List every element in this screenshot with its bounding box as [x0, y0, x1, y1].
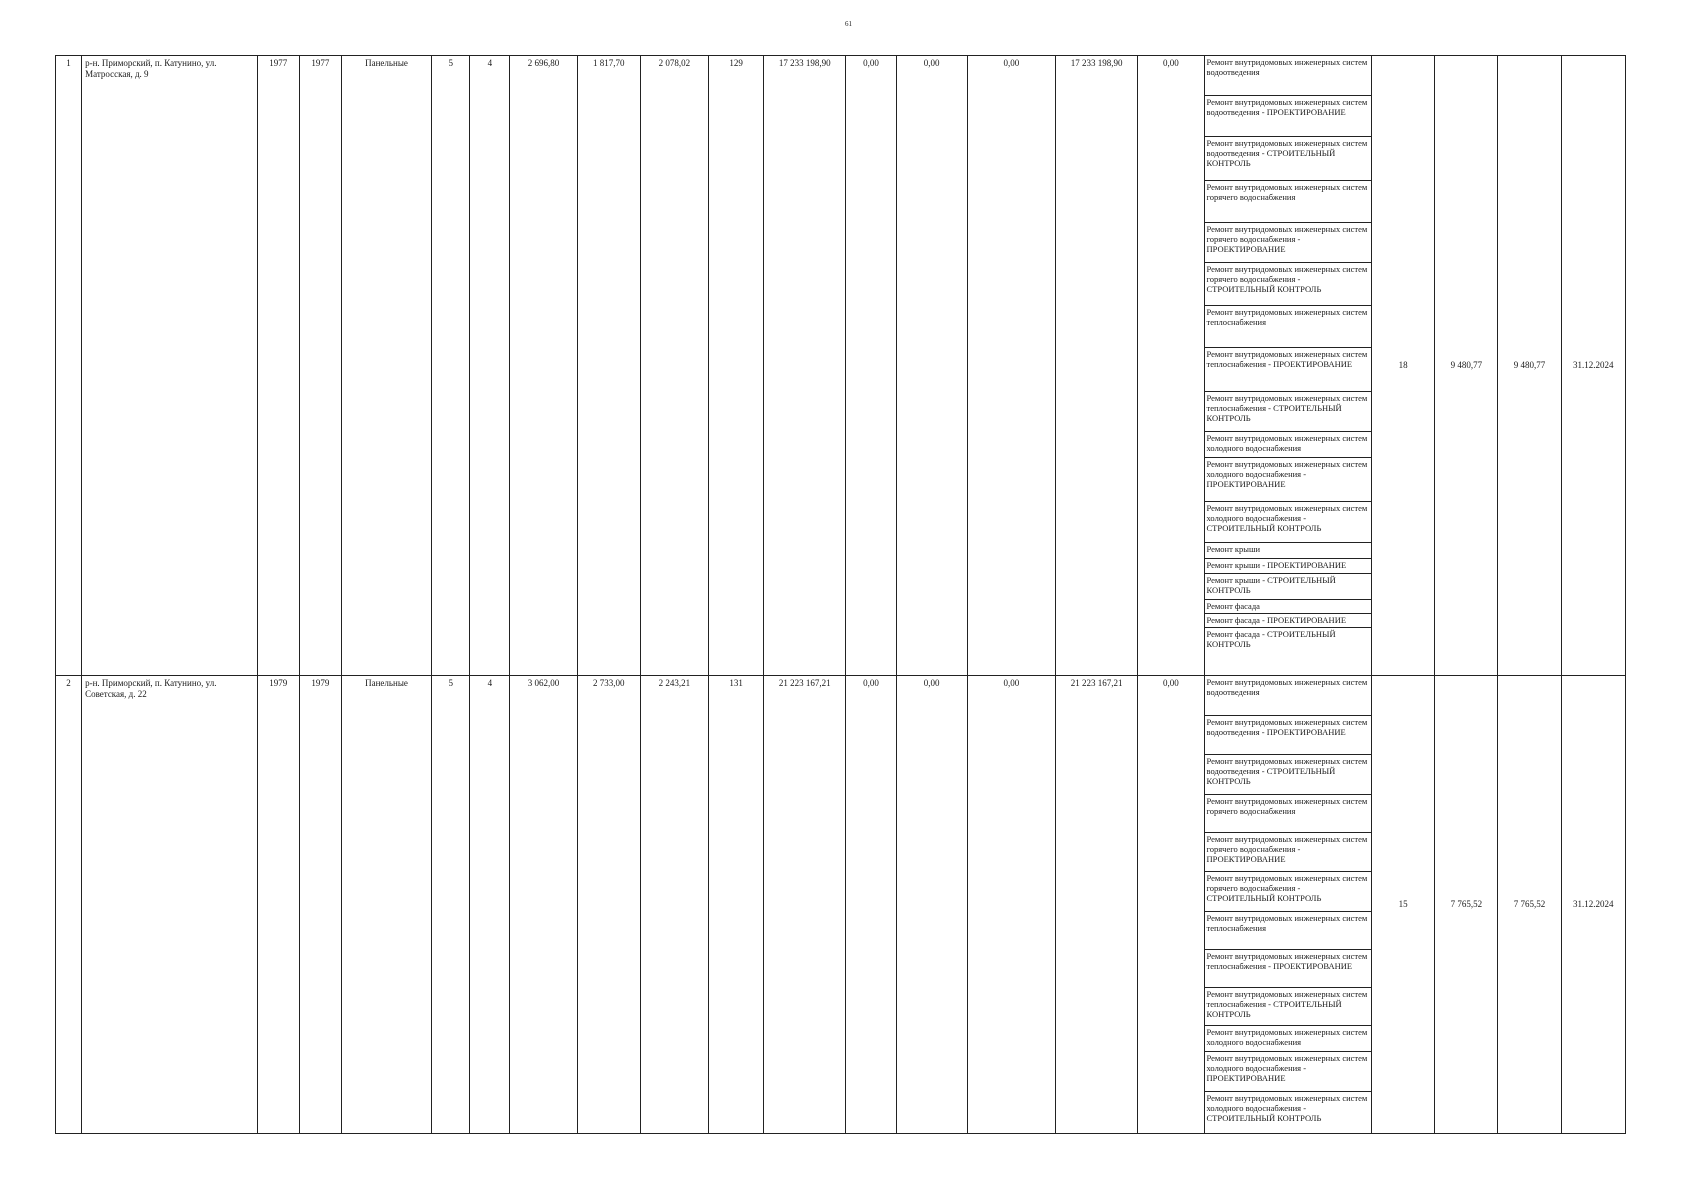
table-row — [56, 676, 1626, 1134]
work-item: Ремонт внутридомовых инженерных систем горячего водоснабжения — [1205, 181, 1372, 223]
floors-cell: 5 — [432, 676, 470, 1134]
work-item: Ремонт внутридомовых инженерных систем горячего водоснабжения — [1205, 795, 1372, 833]
cost-reg-cell: 0,00 — [896, 56, 967, 676]
work-item: Ремонт крыши - ПРОЕКТИРОВАНИЕ — [1205, 559, 1372, 574]
wall-material-cell: Панельные — [341, 56, 431, 676]
work-item: Ремонт внутридомовых инженерных систем холодного водоснабжения — [1205, 1026, 1372, 1052]
page-number: 61 — [845, 20, 852, 28]
floors-cell: 5 — [432, 56, 470, 676]
work-item: Ремонт внутридомовых инженерных систем горячего водоснабжения - ПРОЕКТИРОВАНИЕ — [1205, 223, 1372, 263]
cost-local-cell: 0,00 — [967, 56, 1055, 676]
work-item: Ремонт внутридомовых инженерных систем водоотведения - СТРОИТЕЛЬНЫЙ КОНТРОЛЬ — [1205, 137, 1372, 181]
entrances-cell: 4 — [470, 676, 510, 1134]
work-item: Ремонт внутридомовых инженерных систем водоотведения - ПРОЕКТИРОВАНИЕ — [1205, 96, 1372, 137]
work-item: Ремонт внутридомовых инженерных систем холодного водоснабжения — [1205, 432, 1372, 458]
unit-cost-cell: 9 480,77 — [1435, 56, 1498, 676]
work-item: Ремонт внутридомовых инженерных систем теплоснабжения - СТРОИТЕЛЬНЫЙ КОНТРОЛЬ — [1205, 988, 1372, 1026]
work-item: Ремонт внутридомовых инженерных систем водоотведения — [1205, 56, 1372, 96]
living-area-cell: 2 733,00 — [577, 676, 640, 1134]
residents-cell: 129 — [708, 56, 763, 676]
work-item: Ремонт внутридомовых инженерных систем холодного водоснабжения - СТРОИТЕЛЬНЫЙ КОНТРОЛЬ — [1205, 502, 1372, 543]
deadline-cell: 31.12.2024 — [1561, 56, 1625, 676]
year-commission-cell: 1979 — [299, 676, 341, 1134]
count-cell: 18 — [1372, 56, 1435, 676]
row-number: 1 — [56, 56, 82, 676]
living-area-cell: 1 817,70 — [577, 56, 640, 676]
cost-reg-cell: 0,00 — [896, 676, 967, 1134]
cost-owners-cell: 21 223 167,21 — [1056, 676, 1138, 1134]
work-item: Ремонт внутридомовых инженерных систем горячего водоснабжения - СТРОИТЕЛЬНЫЙ КОНТРОЛЬ — [1205, 263, 1372, 306]
address-cell: р-н. Приморский, п. Катунино, ул. Матросская, д. 9 — [82, 56, 258, 676]
cost-other-cell: 0,00 — [1138, 56, 1204, 676]
entrances-cell: 4 — [470, 56, 510, 676]
cost-fed-cell: 0,00 — [846, 676, 896, 1134]
wall-material-cell: Панельные — [341, 676, 431, 1134]
work-item: Ремонт внутридомовых инженерных систем холодного водоснабжения - ПРОЕКТИРОВАНИЕ — [1205, 1052, 1372, 1092]
area-c-cell: 2 243,21 — [640, 676, 708, 1134]
work-item: Ремонт внутридомовых инженерных систем горячего водоснабжения - СТРОИТЕЛЬНЫЙ КОНТРОЛЬ — [1205, 872, 1372, 912]
work-item: Ремонт внутридомовых инженерных систем теплоснабжения — [1205, 912, 1372, 950]
residents-cell: 131 — [708, 676, 763, 1134]
work-item: Ремонт внутридомовых инженерных систем холодного водоснабжения - СТРОИТЕЛЬНЫЙ КОНТРОЛЬ — [1206, 1093, 1368, 1123]
address-cell: р-н. Приморский, п. Катунино, ул. Советская, д. 22 — [82, 676, 258, 1134]
area-c-cell: 2 078,02 — [640, 56, 708, 676]
total-area-cell: 3 062,00 — [510, 676, 577, 1134]
work-item: Ремонт фасада — [1205, 600, 1372, 614]
table-row — [56, 56, 1626, 676]
year-commission-cell: 1977 — [299, 56, 341, 676]
unit-cost-cell: 7 765,52 — [1435, 676, 1498, 1134]
work-item: Ремонт внутридомовых инженерных систем теплоснабжения — [1205, 306, 1372, 348]
cost-owners-cell: 17 233 198,90 — [1056, 56, 1138, 676]
work-item: Ремонт крыши - СТРОИТЕЛЬНЫЙ КОНТРОЛЬ — [1205, 574, 1372, 600]
count-cell: 15 — [1372, 676, 1435, 1134]
repair-program-table — [55, 55, 1626, 1134]
work-item: Ремонт внутридомовых инженерных систем водоотведения - СТРОИТЕЛЬНЫЙ КОНТРОЛЬ — [1205, 755, 1372, 795]
max-cost-cell: 9 480,77 — [1498, 56, 1561, 676]
cost-fed-cell: 0,00 — [846, 56, 896, 676]
works-cell — [1204, 676, 1372, 1134]
work-item: Ремонт крыши — [1205, 543, 1372, 559]
work-item: Ремонт фасада - СТРОИТЕЛЬНЫЙ КОНТРОЛЬ — [1206, 629, 1336, 649]
works-cell — [1204, 56, 1372, 676]
work-item: Ремонт внутридомовых инженерных систем холодного водоснабжения - ПРОЕКТИРОВАНИЕ — [1205, 458, 1372, 502]
max-cost-cell: 7 765,52 — [1498, 676, 1561, 1134]
cost-total-cell: 21 223 167,21 — [764, 676, 846, 1134]
work-item: Ремонт внутридомовых инженерных систем водоотведения - ПРОЕКТИРОВАНИЕ — [1205, 716, 1372, 755]
work-item: Ремонт внутридомовых инженерных систем теплоснабжения - ПРОЕКТИРОВАНИЕ — [1205, 348, 1372, 392]
work-item: Ремонт внутридомовых инженерных систем теплоснабжения - ПРОЕКТИРОВАНИЕ — [1205, 950, 1372, 988]
total-area-cell: 2 696,80 — [510, 56, 577, 676]
work-item: Ремонт внутридомовых инженерных систем горячего водоснабжения - ПРОЕКТИРОВАНИЕ — [1205, 833, 1372, 872]
cost-other-cell: 0,00 — [1138, 676, 1204, 1134]
cost-total-cell: 17 233 198,90 — [764, 56, 846, 676]
year-built-cell: 1979 — [257, 676, 299, 1134]
row-number: 2 — [56, 676, 82, 1134]
work-item: Ремонт внутридомовых инженерных систем теплоснабжения - СТРОИТЕЛЬНЫЙ КОНТРОЛЬ — [1205, 392, 1372, 432]
deadline-cell: 31.12.2024 — [1561, 676, 1625, 1134]
cost-local-cell: 0,00 — [967, 676, 1055, 1134]
work-item: Ремонт фасада - ПРОЕКТИРОВАНИЕ — [1205, 614, 1372, 628]
year-built-cell: 1977 — [257, 56, 299, 676]
work-item: Ремонт внутридомовых инженерных систем водоотведения — [1205, 676, 1372, 716]
